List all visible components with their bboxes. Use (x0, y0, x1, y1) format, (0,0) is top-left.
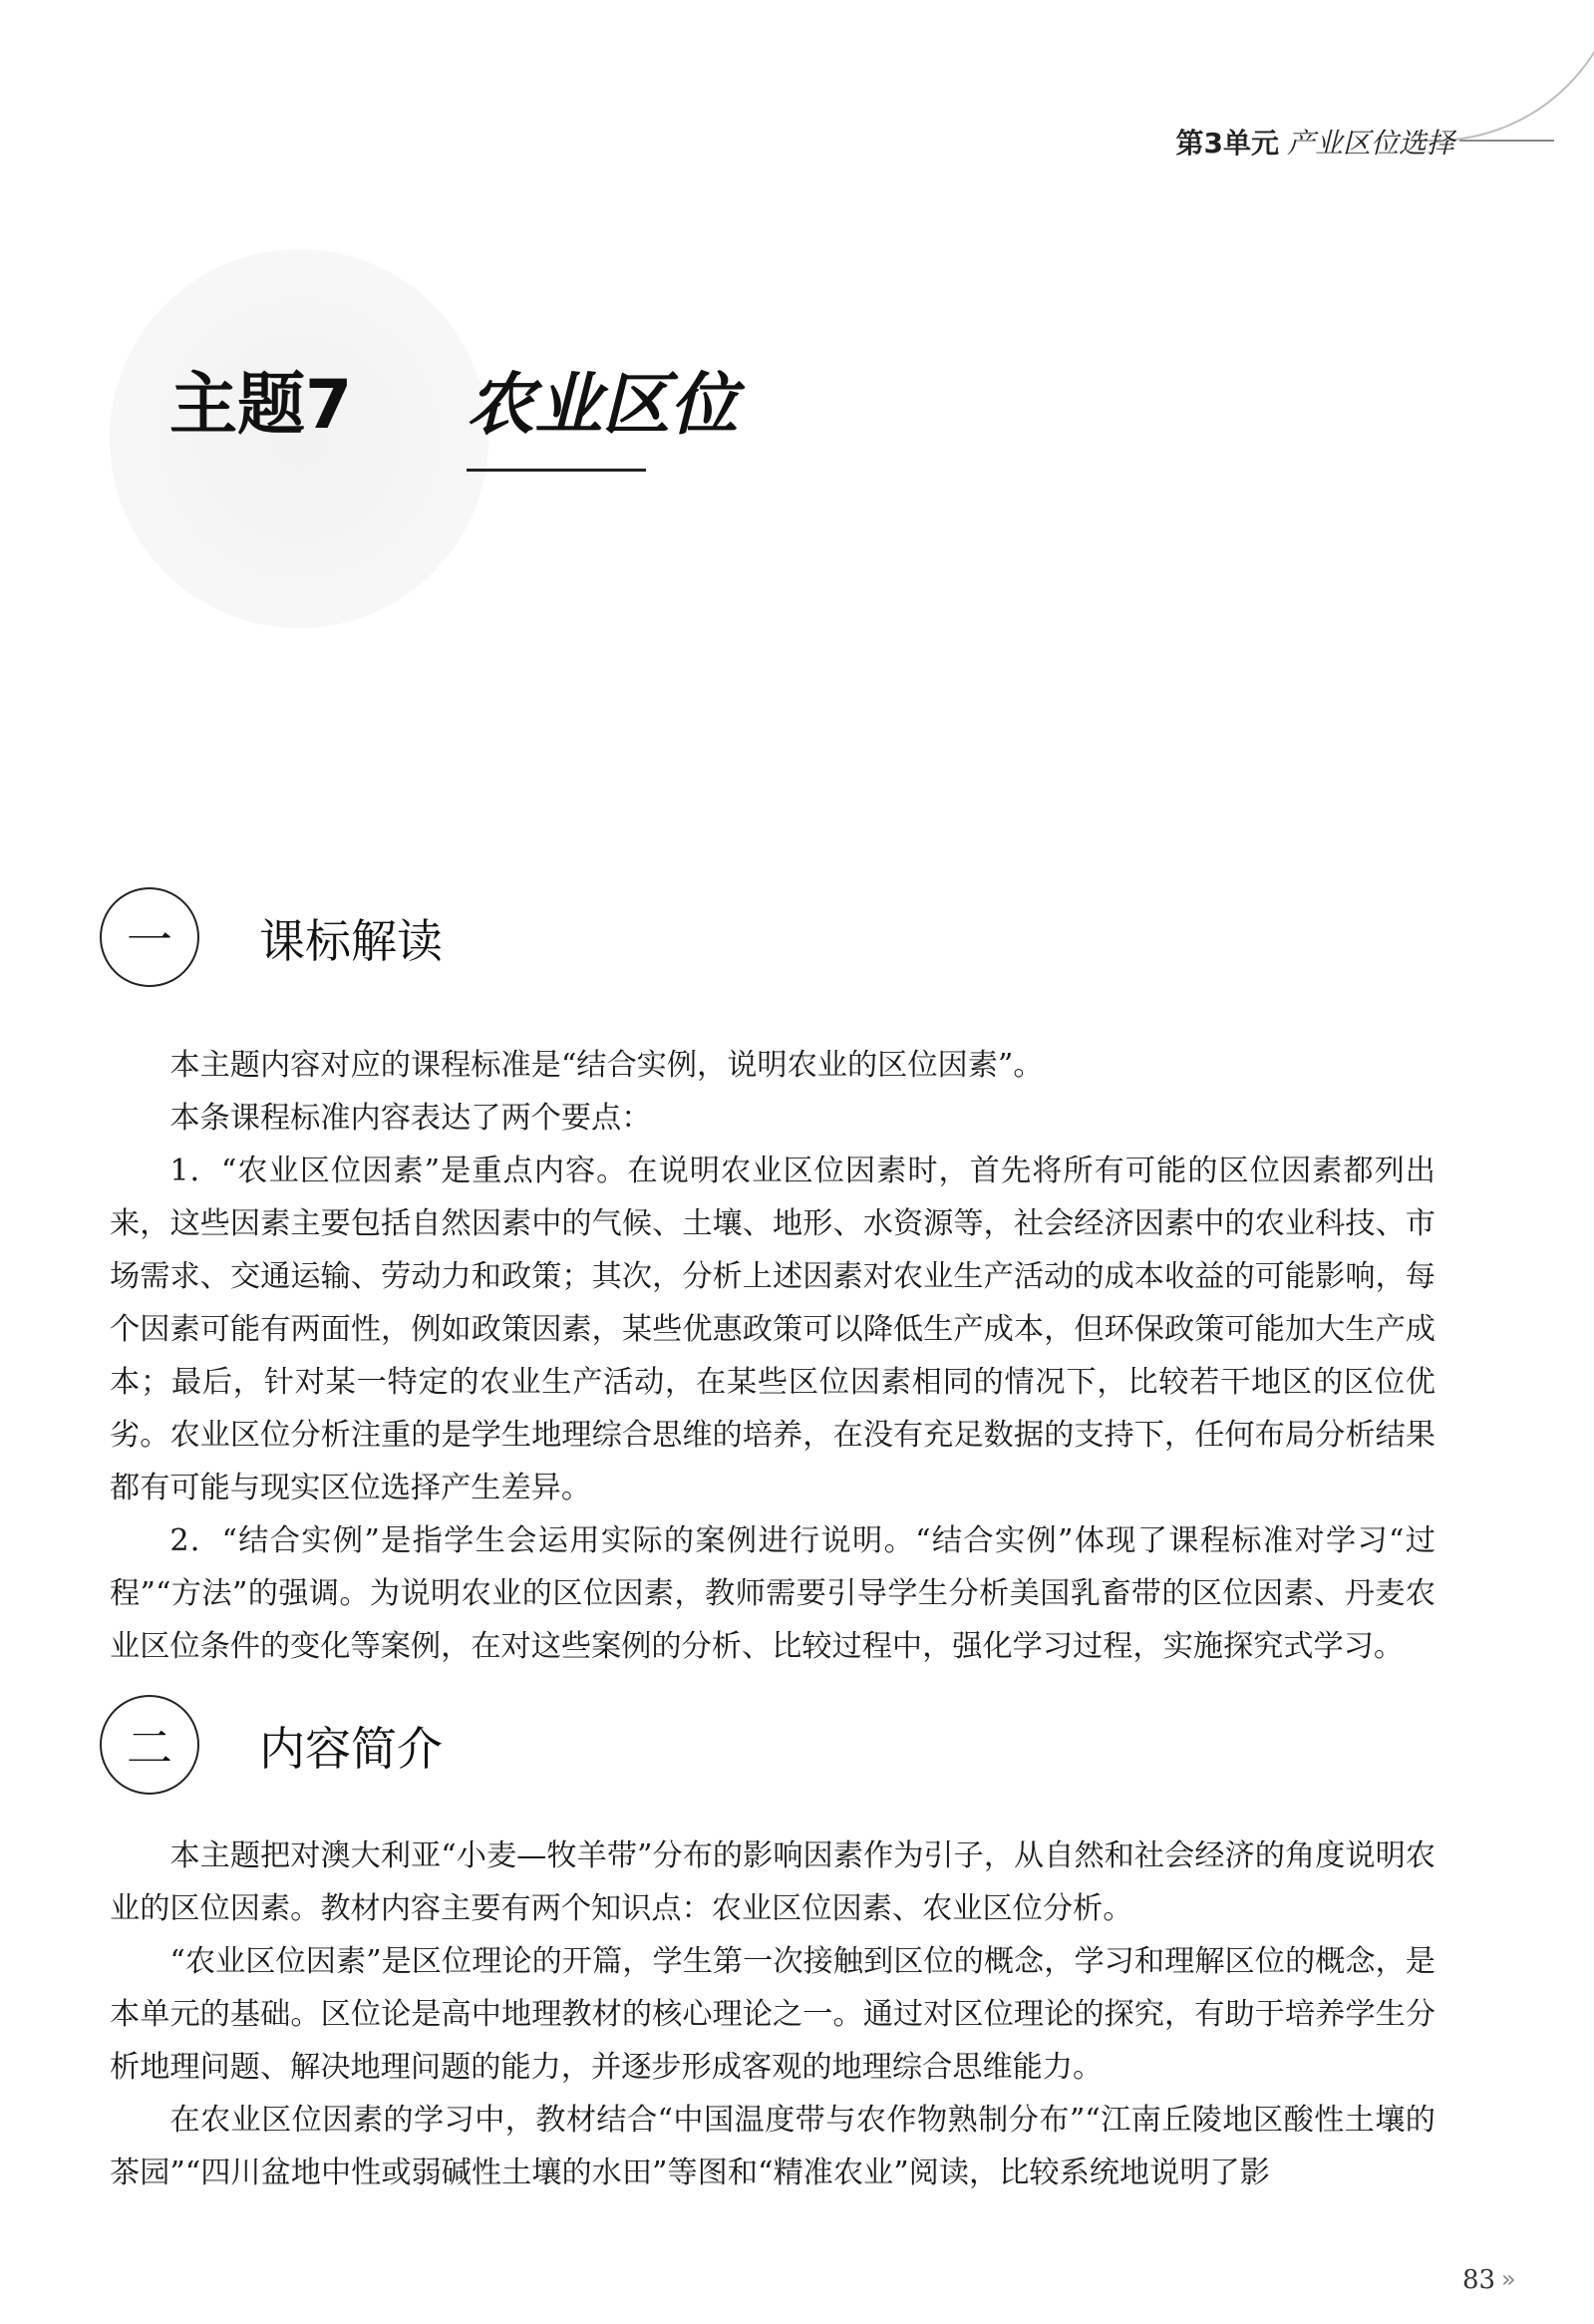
topic-label: 主题7 (169, 366, 353, 445)
paragraph: 在农业区位因素的学习中，教材结合“中国温度带与农作物熟制分布”“江南丘陵地区酸性土壤的茶园”“四川盆地中性或弱碱性土壤的水田”等图和“精准农业”阅读，比较系统地说明了影 (110, 2103, 1435, 2190)
next-page-arrow-icon: » (1501, 2265, 1516, 2293)
unit-title: 产业区位选择 (1286, 127, 1454, 160)
running-header (1176, 122, 1455, 162)
paragraph: “农业区位因素”是区位理论的开篇，学生第一次接触到区位的概念，学习和理解区位的概念，是本单元的基础。区位论是高中地理教材的核心理论之一。通过对区位理论的探究，有助于培养学生分析地理问题、解决地理问题的能力，并逐步形成客观的地理综合思维能力。 (110, 1944, 1435, 2085)
topic-underline (467, 469, 646, 472)
section-heading-content (100, 1695, 1495, 1805)
section-number: 一 (100, 887, 199, 987)
unit-label: 第3单元 (1175, 127, 1279, 160)
section-heading-curriculum (100, 887, 1495, 997)
paragraph: 本主题把对澳大利亚“小麦—牧羊带”分布的影响因素作为引子，从自然和社会经济的角度说明农业的区位因素。教材内容主要有两个知识点：农业区位因素、农业区位分析。 (110, 1838, 1435, 1926)
decorative-arc (1413, 0, 1594, 142)
paragraph: 本条课程标准内容表达了两个要点： (169, 1101, 652, 1136)
header-rule (1459, 140, 1554, 142)
paragraph: 2．“结合实例”是指学生会运用实际的案例进行说明。“结合实例”体现了课程标准对学习“过程”“方法”的强调。为说明农业的区位因素，教师需要引导学生分析美国乳畜带的区位因素、丹麦农业区位条件的变化等案例，在对这些案例的分析、比较过程中，强化学习过程，实施探究式学习。 (110, 1523, 1435, 1664)
paragraph: 本主题内容对应的课程标准是“结合实例，说明农业的区位因素”。 (169, 1048, 1044, 1083)
section-number: 二 (100, 1695, 199, 1795)
section-title: 内容简介 (259, 1722, 443, 1776)
section-title: 课标解读 (259, 914, 443, 968)
section-body-curriculum (110, 1039, 1435, 1673)
section-body-content (110, 1829, 1435, 2199)
page-number: 83 (1462, 2265, 1496, 2295)
topic-title: 农业区位 (467, 366, 739, 445)
paragraph: 1．“农业区位因素”是重点内容。在说明农业区位因素时，首先将所有可能的区位因素都列出来，这些因素主要包括自然因素中的气候、土壤、地形、水资源等，社会经济因素中的农业科技、市场需求、交通运输、劳动力和政策；其次，分析上述因素对农业生产活动的成本收益的可能影响，每个因素可能有两面性，例如政策因素，某些优惠政策可以降低生产成本，但环保政策可能加大生产成本；最后，针对某一特定的农业生产活动，在某些区位因素相同的情况下，比较若干地区的区位优劣。农业区位分析注重的是学生地理综合思维的培养，在没有充足数据的支持下，任何布局分析结果都有可能与现实区位选择产生差异。 (110, 1154, 1435, 1505)
